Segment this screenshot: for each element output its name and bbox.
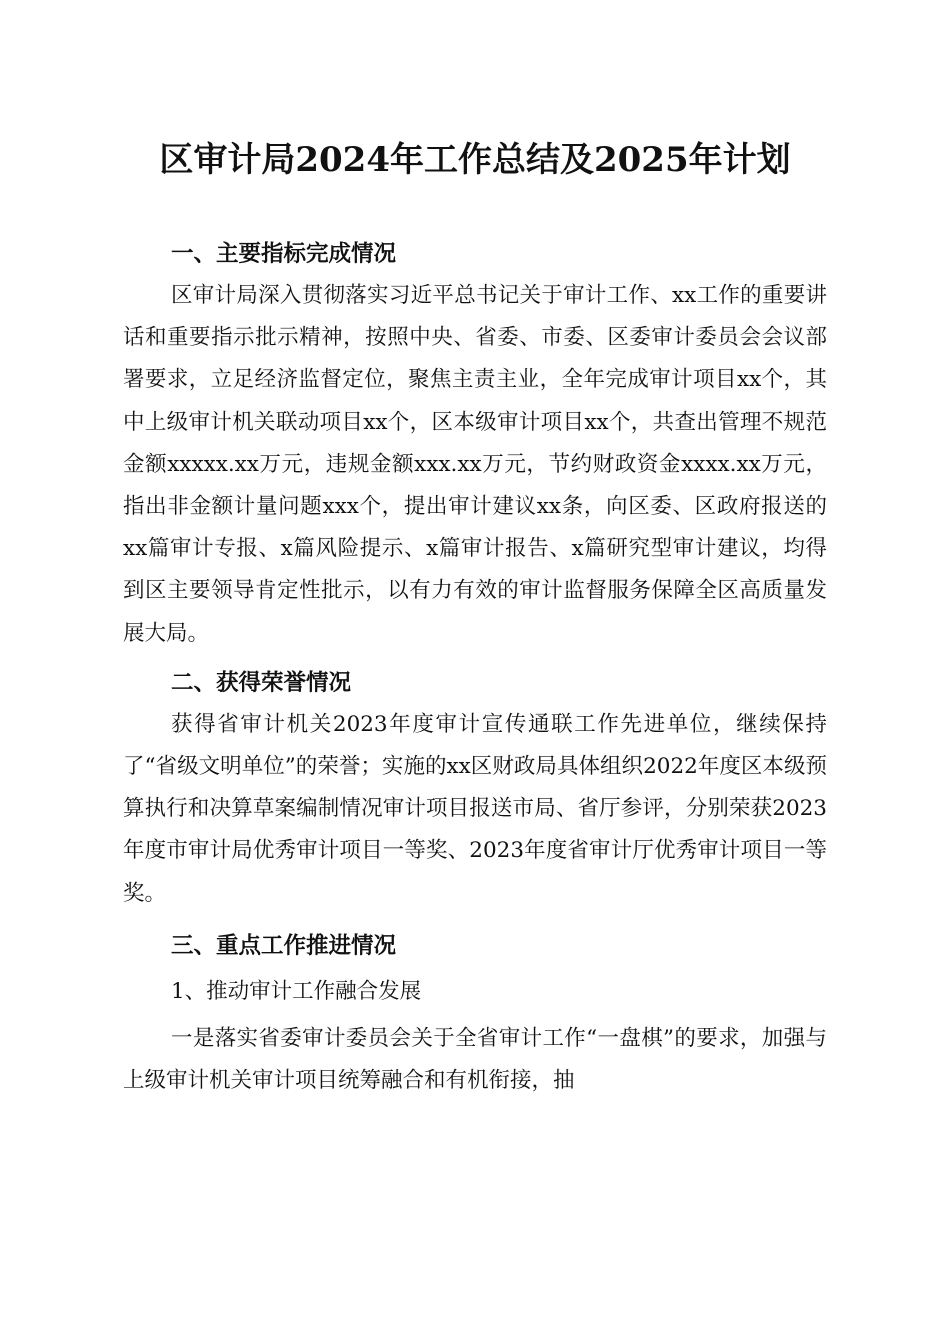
section-paragraph: 区审计局深入贯彻落实习近平总书记关于审计工作、xx工作的重要讲话和重要指示批示精神，按照中央、省委、市委、区委审计委员会会议部署要求，立足经济监督定位，聚焦主责主业，全年完成审计项目xx个，其中上级审计机关联动项目xx个，区本级审计项目xx个，共查出管理不规范金额xxxxx.xx万元，违规金额xxx.xx万元，节约财政资金xxxx.xx万元，指出非金额计量问题xxx个，提出审计建议xx条，向区委、区政府报送的xx篇审计专报、x篇风险提示、x篇审计报告、x篇研究型审计建议，均得到区主要领导肯定性批示，以有力有效的审计监督服务保障全区高质量发展大局。: [123, 283, 827, 646]
section-subheading: 1、推动审计工作融合发展: [171, 978, 422, 1004]
section-heading: 二、获得荣誉情况: [171, 669, 352, 696]
document-title: 区审计局2024年工作总结及2025年计划: [159, 140, 791, 180]
section-heading: 一、主要指标完成情况: [171, 241, 397, 267]
section-paragraph: 获得省审计机关2023年度审计宣传通联工作先进单位，继续保持了“省级文明单位”的荣誉；实施的xx区财政局具体组织2022年度区本级预算执行和决算草案编制情况审计项目报送市局、省厅参评，分别荣获2023年度市审计局优秀审计项目一等奖、2023年度省审计厅优秀审计项目一等奖。: [123, 711, 827, 906]
document-body: [123, 232, 827, 1102]
section-heading: 三、重点工作推进情况: [171, 932, 397, 959]
section-paragraph: 一是落实省委审计委员会关于全省审计工作“一盘棋”的要求，加强与上级审计机关审计项目统筹融合和有机衔接，抽: [123, 1025, 827, 1094]
